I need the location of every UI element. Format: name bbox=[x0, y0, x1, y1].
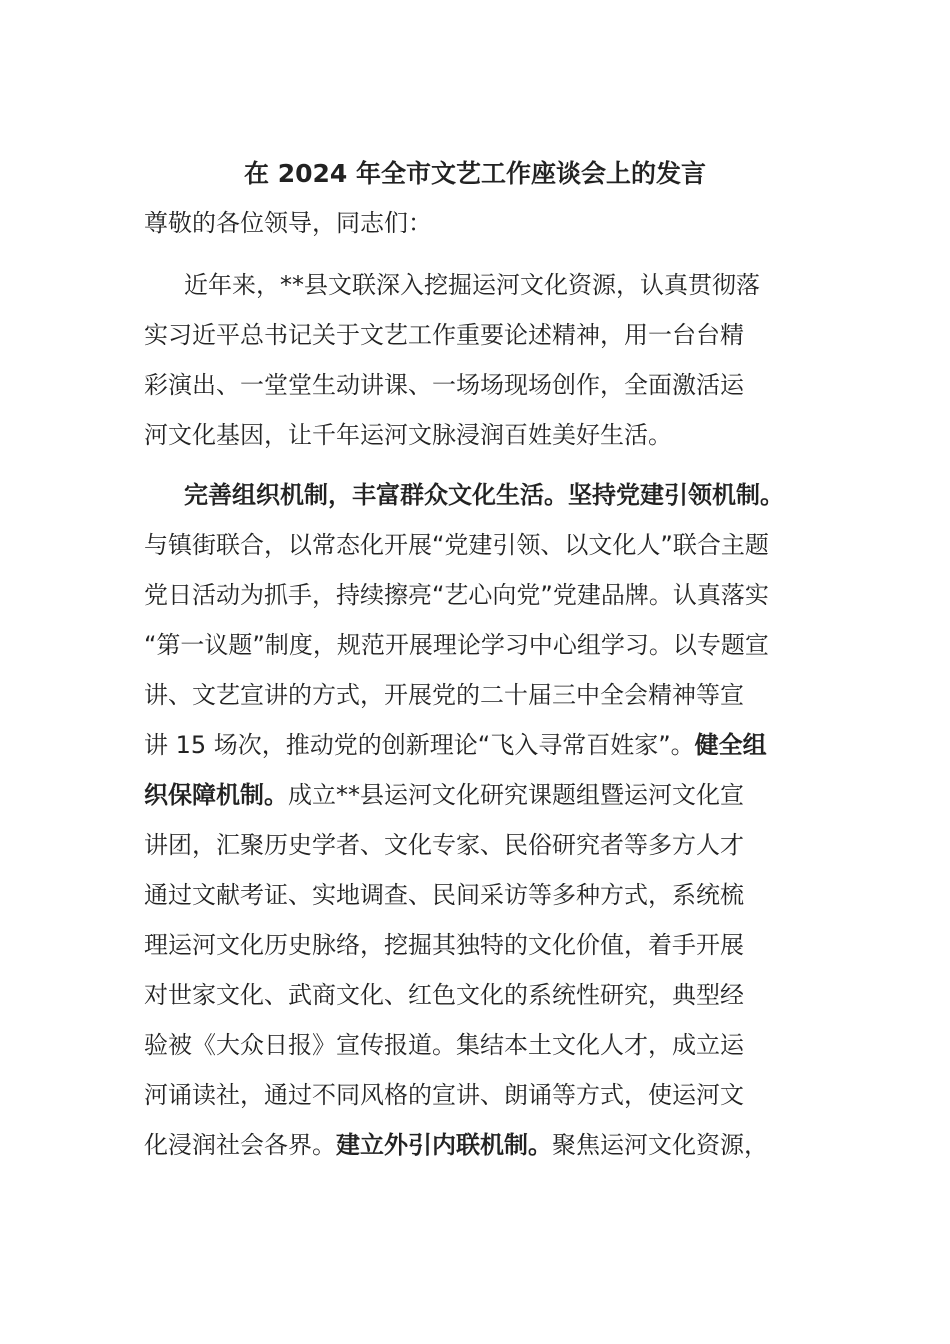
paragraph-line: 通过文献考证、实地调查、民间采访等多种方式，系统梳 bbox=[144, 881, 744, 909]
paragraph-line: 彩演出、一堂堂生动讲课、一场场现场创作，全面激活运 bbox=[144, 371, 744, 399]
greeting: 尊敬的各位领导，同志们： bbox=[144, 209, 432, 237]
paragraph-line: 近年来，**县文联深入挖掘运河文化资源，认真贯彻落 bbox=[184, 271, 760, 299]
paragraph-organization bbox=[144, 470, 834, 1170]
inline-heading: 健全组 bbox=[694, 731, 767, 759]
line-text: 聚焦运河文化资源， bbox=[552, 1131, 768, 1159]
paragraph-line: 验被《大众日报》宣传报道。集结本土文化人才，成立运 bbox=[144, 1031, 744, 1059]
line-text: 讲 15 场次，推动党的创新理论“飞入寻常百姓家”。 bbox=[144, 731, 695, 759]
paragraph-line: 对世家文化、武商文化、红色文化的系统性研究，典型经 bbox=[144, 981, 744, 1009]
paragraph-line bbox=[144, 770, 834, 820]
paragraph-line: 理运河文化历史脉络，挖掘其独特的文化价值，着手开展 bbox=[144, 931, 744, 959]
paragraph-line bbox=[144, 720, 834, 770]
section-heading: 完善组织机制，丰富群众文化生活。坚持党建引领机制。 bbox=[184, 481, 784, 509]
paragraph-line: 河诵读社，通过不同风格的宣讲、朗诵等方式，使运河文 bbox=[144, 1081, 744, 1109]
paragraph-line bbox=[144, 1120, 834, 1170]
paragraph-intro bbox=[144, 260, 834, 460]
inline-heading: 织保障机制。 bbox=[144, 781, 288, 809]
paragraph-line: 讲团，汇聚历史学者、文化专家、民俗研究者等多方人才 bbox=[144, 831, 744, 859]
document-title: 在 2024 年全市文艺工作座谈会上的发言 bbox=[244, 159, 706, 188]
paragraph-line: 讲、文艺宣讲的方式，开展党的二十届三中全会精神等宣 bbox=[144, 681, 744, 709]
paragraph-line: 实习近平总书记关于文艺工作重要论述精神，用一台台精 bbox=[144, 321, 744, 349]
paragraph-line: 党日活动为抓手，持续擦亮“艺心向党”党建品牌。认真落实 bbox=[144, 581, 769, 609]
paragraph-line: “第一议题”制度，规范开展理论学习中心组学习。以专题宣 bbox=[144, 631, 769, 659]
paragraph-line: 与镇街联合，以常态化开展“党建引领、以文化人”联合主题 bbox=[144, 531, 769, 559]
paragraph-line: 河文化基因，让千年运河文脉浸润百姓美好生活。 bbox=[144, 421, 672, 449]
document-page bbox=[144, 150, 834, 1180]
line-text: 化浸润社会各界。 bbox=[144, 1131, 336, 1159]
line-text: 成立**县运河文化研究课题组暨运河文化宣 bbox=[288, 781, 744, 809]
inline-heading: 建立外引内联机制。 bbox=[336, 1131, 552, 1159]
